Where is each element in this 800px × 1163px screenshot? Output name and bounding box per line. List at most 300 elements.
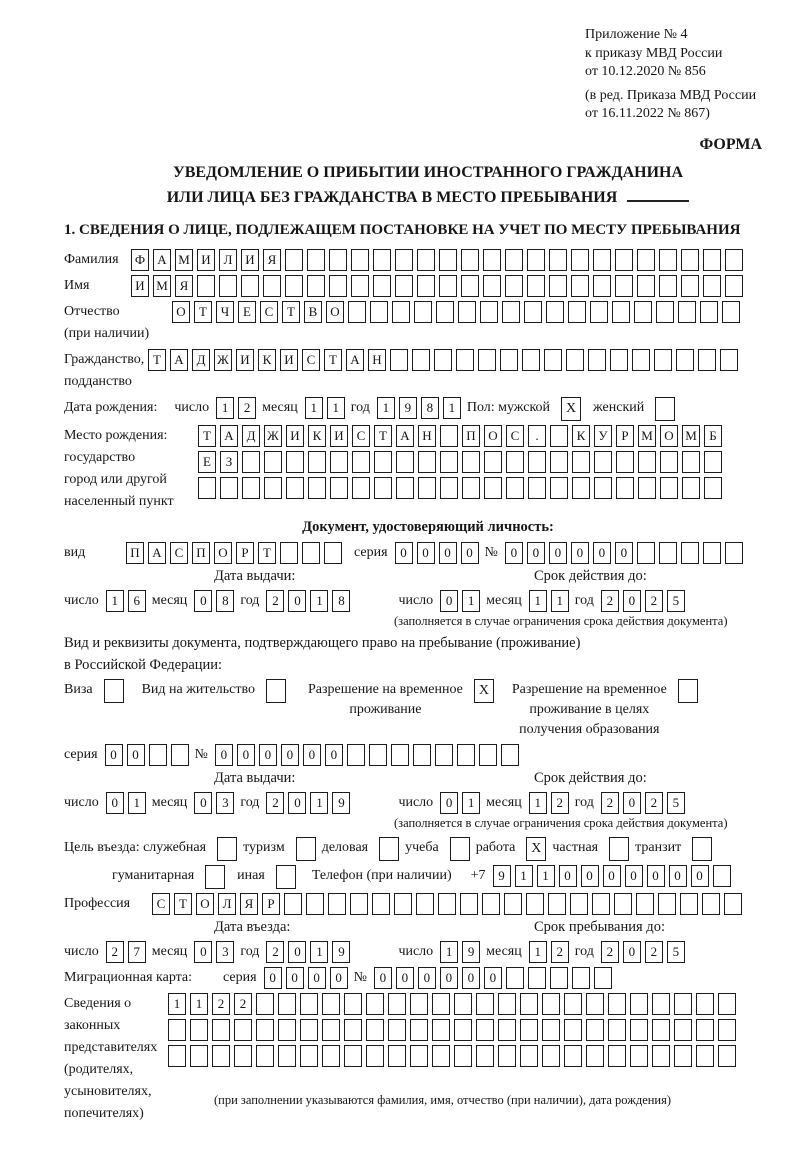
- char-cell-filled: 0: [303, 744, 321, 766]
- char-cell-filled: 8: [332, 590, 350, 612]
- char-cell-empty: [637, 275, 655, 297]
- checkbox-empty: [217, 837, 237, 861]
- surname-row: [64, 249, 792, 271]
- char-cell-empty: [413, 744, 431, 766]
- char-cell-filled: И: [197, 249, 215, 271]
- char-cell-empty: [219, 275, 237, 297]
- char-cell-empty: [484, 477, 502, 499]
- field-label: Виза: [64, 681, 93, 697]
- char-cell-empty: [524, 301, 542, 323]
- char-cell-empty: [149, 744, 167, 766]
- char-cell-empty: [676, 349, 694, 371]
- char-cell-filled: А: [346, 349, 364, 371]
- char-cell-empty: [278, 993, 296, 1015]
- char-cell-filled: 0: [417, 542, 435, 564]
- char-cell-filled: И: [280, 349, 298, 371]
- char-cell-filled: 0: [288, 792, 306, 814]
- char-cell-filled: 0: [286, 967, 304, 989]
- spacer: [354, 590, 396, 591]
- char-cell-empty: [654, 349, 672, 371]
- char-cell-filled: 0: [127, 744, 145, 766]
- permit-date-captions: [64, 770, 792, 790]
- entry-dates-row: [64, 941, 792, 963]
- field-label: число: [64, 943, 99, 959]
- spacer: [354, 941, 396, 942]
- char-cell-empty: [476, 1045, 494, 1067]
- char-cell-empty: [388, 993, 406, 1015]
- spacer: [229, 865, 235, 866]
- char-cell-filled: И: [330, 425, 348, 447]
- char-cell-filled: С: [152, 893, 170, 915]
- char-cell-filled: 0: [395, 542, 413, 564]
- entry-date-captions: [64, 919, 792, 939]
- char-cell-filled: 9: [399, 397, 417, 419]
- char-cell-empty: [696, 1019, 714, 1041]
- spacer: [498, 679, 510, 680]
- char-cell-filled: Е: [198, 451, 216, 473]
- char-cell-filled: Л: [219, 249, 237, 271]
- char-cell-empty: [570, 893, 588, 915]
- right-column-caption: Срок действия до:: [534, 769, 647, 786]
- char-cell-empty: [483, 275, 501, 297]
- char-cell-filled: .: [528, 425, 546, 447]
- char-cell-empty: [476, 1019, 494, 1041]
- char-cell-filled: 2: [601, 590, 619, 612]
- checkbox-checked: X: [526, 837, 546, 861]
- field-label: месяц: [262, 399, 298, 415]
- spacer: [290, 679, 306, 680]
- char-cell-empty: [630, 1019, 648, 1041]
- char-cell-filled: Т: [194, 301, 212, 323]
- char-cell-filled: Н: [418, 425, 436, 447]
- char-cell-empty: [395, 275, 413, 297]
- char-cell-filled: 1: [310, 941, 328, 963]
- char-cell-filled: И: [131, 275, 149, 297]
- char-cell-empty: [308, 477, 326, 499]
- char-cell-empty: [504, 893, 522, 915]
- char-cell-filled: 1: [551, 590, 569, 612]
- appendix-note-line-4: (в ред. Приказа МВД России: [585, 87, 757, 103]
- char-cell-filled: Я: [240, 893, 258, 915]
- char-cell-filled: Т: [198, 425, 216, 447]
- char-cell-filled: 1: [305, 397, 323, 419]
- char-cell-empty: [263, 275, 281, 297]
- field-label: Миграционная карта:: [64, 969, 193, 985]
- char-cell-filled: Ж: [264, 425, 282, 447]
- group-caption: (при заполнении указываются фамилия, имя, отчество (при наличии), дата рождения): [214, 1092, 672, 1107]
- char-cell-empty: [482, 893, 500, 915]
- char-cell-empty: [674, 1019, 692, 1041]
- char-cell-filled: 5: [667, 941, 685, 963]
- char-cell-empty: [713, 865, 731, 887]
- char-cell-empty: [322, 1045, 340, 1067]
- char-cell-empty: [702, 893, 720, 915]
- birthdate-sex-row: [64, 397, 792, 421]
- char-cell-empty: [417, 275, 435, 297]
- field-label: Фамилия: [64, 251, 119, 267]
- spacer: [300, 865, 310, 866]
- field-label: Профессия: [64, 895, 131, 911]
- char-cell-empty: [722, 301, 740, 323]
- firstname-row: [64, 275, 792, 297]
- checkbox-empty: [205, 865, 225, 889]
- char-cell-empty: [718, 993, 736, 1015]
- char-cell-empty: [636, 893, 654, 915]
- char-cell-empty: [725, 542, 743, 564]
- char-cell-empty: [593, 249, 611, 271]
- char-cell-empty: [678, 301, 696, 323]
- char-cell-empty: [520, 1019, 538, 1041]
- char-cell-empty: [674, 1045, 692, 1067]
- char-cell-filled: С: [170, 542, 188, 564]
- page-title-line-2: ИЛИ ЛИЦА БЕЗ ГРАЖДАНСТВА В МЕСТО ПРЕБЫВАНИЯ: [166, 188, 618, 206]
- char-cell-empty: [392, 301, 410, 323]
- char-cell-filled: 6: [128, 590, 146, 612]
- char-cell-empty: [549, 275, 567, 297]
- char-cell-empty: [724, 893, 742, 915]
- char-cell-empty: [594, 477, 612, 499]
- char-cell-filled: 1: [310, 792, 328, 814]
- char-cell-filled: 1: [462, 792, 480, 814]
- char-cell-filled: Т: [174, 893, 192, 915]
- char-cell-empty: [351, 275, 369, 297]
- char-cell-empty: [594, 451, 612, 473]
- char-cell-empty: [438, 893, 456, 915]
- validity-note-2: (заполняется в случае ограничения срока действия документа): [394, 815, 728, 830]
- char-cell-empty: [374, 451, 392, 473]
- representatives-group: [64, 993, 792, 1125]
- group-label: Сведения о законных представителях (родителях, усыновителях, попечителях): [64, 995, 158, 1121]
- char-cell-empty: [568, 301, 586, 323]
- checkbox-empty: [104, 679, 124, 703]
- group-rows: [198, 425, 792, 513]
- char-cell-filled: 2: [645, 792, 663, 814]
- char-cell-filled: 0: [571, 542, 589, 564]
- char-cell-empty: [564, 1045, 582, 1067]
- char-cell-empty: [704, 451, 722, 473]
- appendix-note: [585, 26, 792, 124]
- field-label: число: [64, 794, 99, 810]
- citizenship-row: [64, 349, 792, 393]
- char-cell-filled: 0: [527, 542, 545, 564]
- char-cell-filled: Б: [704, 425, 722, 447]
- char-cell-filled: 1: [128, 792, 146, 814]
- checkbox-checked: X: [561, 397, 581, 421]
- char-cell-filled: С: [506, 425, 524, 447]
- spacer: [459, 865, 469, 866]
- char-cell-empty: [718, 1019, 736, 1041]
- checkbox-empty: [296, 837, 316, 861]
- field-label: женский: [593, 399, 645, 415]
- char-cell-empty: [659, 249, 677, 271]
- char-cell-filled: Р: [236, 542, 254, 564]
- char-cell-empty: [352, 451, 370, 473]
- char-cell-empty: [366, 993, 384, 1015]
- char-cell-filled: А: [170, 349, 188, 371]
- char-cell-empty: [725, 275, 743, 297]
- char-cell-empty: [550, 451, 568, 473]
- char-cell-filled: 0: [615, 542, 633, 564]
- char-cell-empty: [542, 993, 560, 1015]
- purpose-phone-row: [64, 865, 792, 889]
- spacer: [585, 397, 591, 398]
- char-cell-filled: 0: [603, 865, 621, 887]
- char-cell-filled: О: [214, 542, 232, 564]
- appendix-note-line-2: к приказу МВД России: [585, 45, 723, 61]
- char-cell-filled: 0: [396, 967, 414, 989]
- char-cell-filled: И: [236, 349, 254, 371]
- char-cell-empty: [324, 542, 342, 564]
- char-cell-empty: [632, 349, 650, 371]
- char-cell-empty: [659, 542, 677, 564]
- char-cell-empty: [564, 1019, 582, 1041]
- field-label: Вид на жительство: [141, 681, 255, 697]
- char-cell-empty: [681, 275, 699, 297]
- field-label: месяц: [486, 592, 522, 608]
- char-cell-empty: [220, 477, 238, 499]
- char-cell-empty: [256, 993, 274, 1015]
- residence-permit-row: [64, 679, 792, 740]
- char-cell-empty: [572, 967, 590, 989]
- char-cell-empty: [528, 451, 546, 473]
- char-cell-filled: С: [352, 425, 370, 447]
- char-cell-filled: 0: [325, 744, 343, 766]
- char-cell-empty: [410, 1019, 428, 1041]
- char-cell-empty: [458, 301, 476, 323]
- char-cell-filled: 1: [462, 590, 480, 612]
- visit-purpose-row: [64, 837, 792, 861]
- char-cell-filled: 5: [667, 792, 685, 814]
- field-label: гуманитарная: [112, 867, 195, 883]
- char-cell-filled: 9: [493, 865, 511, 887]
- char-cell-filled: 1: [529, 792, 547, 814]
- char-cell-empty: [703, 275, 721, 297]
- char-cell-filled: З: [220, 451, 238, 473]
- group-label: Место рождения: государство город или другой населенный пункт: [64, 427, 174, 509]
- field-label: серия: [354, 544, 388, 560]
- char-cell-empty: [696, 1045, 714, 1067]
- char-cell-empty: [616, 451, 634, 473]
- checkbox-empty: [379, 837, 399, 861]
- field-label: год: [574, 592, 594, 608]
- forma-label: ФОРМА: [699, 135, 762, 153]
- char-cell-empty: [417, 249, 435, 271]
- char-cell-empty: [586, 1019, 604, 1041]
- char-cell-empty: [460, 893, 478, 915]
- char-cell-filled: 0: [105, 744, 123, 766]
- char-cell-empty: [520, 1045, 538, 1067]
- char-cell-empty: [308, 451, 326, 473]
- char-cell-filled: 0: [669, 865, 687, 887]
- checkbox-checked: X: [474, 679, 494, 703]
- char-cell-filled: 0: [194, 941, 212, 963]
- char-cell-empty: [302, 542, 320, 564]
- char-cell-empty: [483, 249, 501, 271]
- char-cell-filled: Д: [192, 349, 210, 371]
- char-cell-empty: [435, 744, 453, 766]
- char-cell-filled: 0: [288, 590, 306, 612]
- char-cell-empty: [660, 451, 678, 473]
- char-cell-empty: [480, 301, 498, 323]
- char-cell-filled: 0: [461, 542, 479, 564]
- migration-card-row: [64, 967, 792, 989]
- left-column-caption: Дата выдачи:: [214, 567, 296, 584]
- char-cell-empty: [461, 275, 479, 297]
- char-cell-filled: Р: [262, 893, 280, 915]
- char-cell-filled: Д: [242, 425, 260, 447]
- char-cell-empty: [374, 477, 392, 499]
- field-label: Пол: мужской: [466, 399, 551, 415]
- page-title-line-1: УВЕДОМЛЕНИЕ О ПРИБЫТИИ ИНОСТРАННОГО ГРАЖДАНИНА: [172, 163, 684, 181]
- char-cell-empty: [634, 301, 652, 323]
- char-cell-filled: 0: [505, 542, 523, 564]
- char-cell-filled: 1: [168, 993, 186, 1015]
- char-cell-empty: [369, 744, 387, 766]
- char-cell-empty: [234, 1045, 252, 1067]
- char-cell-empty: [212, 1045, 230, 1067]
- char-cell-filled: 0: [440, 967, 458, 989]
- checkbox-empty: [655, 397, 675, 421]
- char-cell-filled: 8: [421, 397, 439, 419]
- char-cell-empty: [394, 893, 412, 915]
- char-cell-filled: 1: [529, 590, 547, 612]
- char-cell-filled: 0: [194, 590, 212, 612]
- char-cell-empty: [366, 1045, 384, 1067]
- char-cell-empty: [190, 1019, 208, 1041]
- right-column-caption: Срок пребывания до:: [534, 918, 665, 935]
- field-label: Телефон (при наличии): [311, 867, 452, 883]
- identity-doc-heading: Документ, удостоверяющий личность:: [302, 518, 554, 535]
- char-cell-empty: [307, 249, 325, 271]
- field-label: вид: [64, 544, 86, 560]
- char-cell-empty: [506, 967, 524, 989]
- char-cell-filled: 0: [259, 744, 277, 766]
- char-cell-empty: [546, 301, 564, 323]
- right-column-caption: Срок действия до:: [534, 567, 647, 584]
- char-cell-filled: 0: [549, 542, 567, 564]
- char-cell-empty: [352, 477, 370, 499]
- permit-dates-row: [64, 792, 792, 814]
- char-cell-empty: [373, 249, 391, 271]
- char-cell-filled: Н: [368, 349, 386, 371]
- char-cell-empty: [300, 1045, 318, 1067]
- char-cell-empty: [484, 451, 502, 473]
- char-cell-empty: [571, 275, 589, 297]
- char-cell-empty: [704, 477, 722, 499]
- char-cell-filled: 2: [645, 941, 663, 963]
- char-cell-filled: 0: [691, 865, 709, 887]
- char-cell-empty: [168, 1019, 186, 1041]
- appendix-note-line-3: от 10.12.2020 № 856: [585, 64, 706, 79]
- char-cell-filled: П: [462, 425, 480, 447]
- char-cell-filled: Т: [324, 349, 342, 371]
- char-cell-filled: А: [153, 249, 171, 271]
- char-cell-filled: 0: [625, 865, 643, 887]
- char-cell-empty: [286, 477, 304, 499]
- char-cell-empty: [439, 275, 457, 297]
- char-cell-filled: Т: [258, 542, 276, 564]
- char-cell-filled: А: [396, 425, 414, 447]
- char-cell-empty: [347, 744, 365, 766]
- char-cell-empty: [544, 349, 562, 371]
- char-cell-empty: [638, 477, 656, 499]
- char-cell-filled: Л: [218, 893, 236, 915]
- field-label: число: [64, 592, 99, 608]
- residence-doc-line1: Вид и реквизиты документа, подтверждающего право на пребывание (проживание): [64, 634, 581, 651]
- char-cell-empty: [696, 993, 714, 1015]
- char-cell-filled: 0: [484, 967, 502, 989]
- char-cell-empty: [674, 993, 692, 1015]
- char-cell-empty: [608, 993, 626, 1015]
- validity-note-1: (заполняется в случае ограничения срока действия документа): [394, 613, 728, 628]
- char-cell-empty: [478, 349, 496, 371]
- char-cell-filled: Р: [616, 425, 634, 447]
- field-label: число: [398, 794, 434, 810]
- form-body: [64, 249, 792, 1125]
- field-label: год: [350, 399, 370, 415]
- char-cell-empty: [703, 249, 721, 271]
- char-cell-empty: [680, 893, 698, 915]
- char-cell-empty: [637, 249, 655, 271]
- char-cell-filled: 2: [238, 397, 256, 419]
- char-cell-filled: 3: [216, 941, 234, 963]
- char-cell-filled: 0: [623, 941, 641, 963]
- spacer: [346, 542, 352, 543]
- field-label: год: [240, 592, 260, 608]
- checkbox-empty: [678, 679, 698, 703]
- char-cell-empty: [502, 301, 520, 323]
- field-label: №: [353, 969, 367, 985]
- char-cell-filled: 2: [551, 792, 569, 814]
- char-cell-empty: [264, 477, 282, 499]
- char-cell-empty: [548, 893, 566, 915]
- char-cell-filled: 2: [551, 941, 569, 963]
- char-cell-filled: 5: [667, 590, 685, 612]
- char-cell-empty: [300, 1019, 318, 1041]
- char-cell-empty: [614, 893, 632, 915]
- char-cell-empty: [550, 425, 568, 447]
- char-cell-empty: [168, 1045, 186, 1067]
- char-cell-empty: [586, 1045, 604, 1067]
- char-cell-filled: П: [126, 542, 144, 564]
- char-cell-filled: 1: [310, 590, 328, 612]
- char-cell-empty: [440, 477, 458, 499]
- char-cell-empty: [637, 542, 655, 564]
- char-cell-empty: [505, 275, 523, 297]
- permit-series-row: [64, 744, 792, 766]
- char-cell-filled: 0: [281, 744, 299, 766]
- field-label: месяц: [151, 943, 188, 959]
- field-label: Цель въезда: служебная: [64, 839, 207, 855]
- char-cell-empty: [373, 275, 391, 297]
- char-cell-empty: [652, 993, 670, 1015]
- identity-doc-date-captions: [64, 568, 792, 588]
- char-cell-filled: 2: [266, 941, 284, 963]
- checkbox-empty: [450, 837, 470, 861]
- char-cell-empty: [501, 744, 519, 766]
- char-cell-filled: А: [220, 425, 238, 447]
- field-label: Имя: [64, 277, 90, 293]
- char-cell-empty: [498, 993, 516, 1015]
- char-cell-filled: 2: [106, 941, 124, 963]
- char-cell-empty: [506, 451, 524, 473]
- char-cell-filled: О: [484, 425, 502, 447]
- char-cell-filled: Т: [374, 425, 392, 447]
- char-cell-empty: [505, 249, 523, 271]
- char-cell-empty: [351, 249, 369, 271]
- char-cell-filled: 0: [581, 865, 599, 887]
- field-label: год: [240, 794, 260, 810]
